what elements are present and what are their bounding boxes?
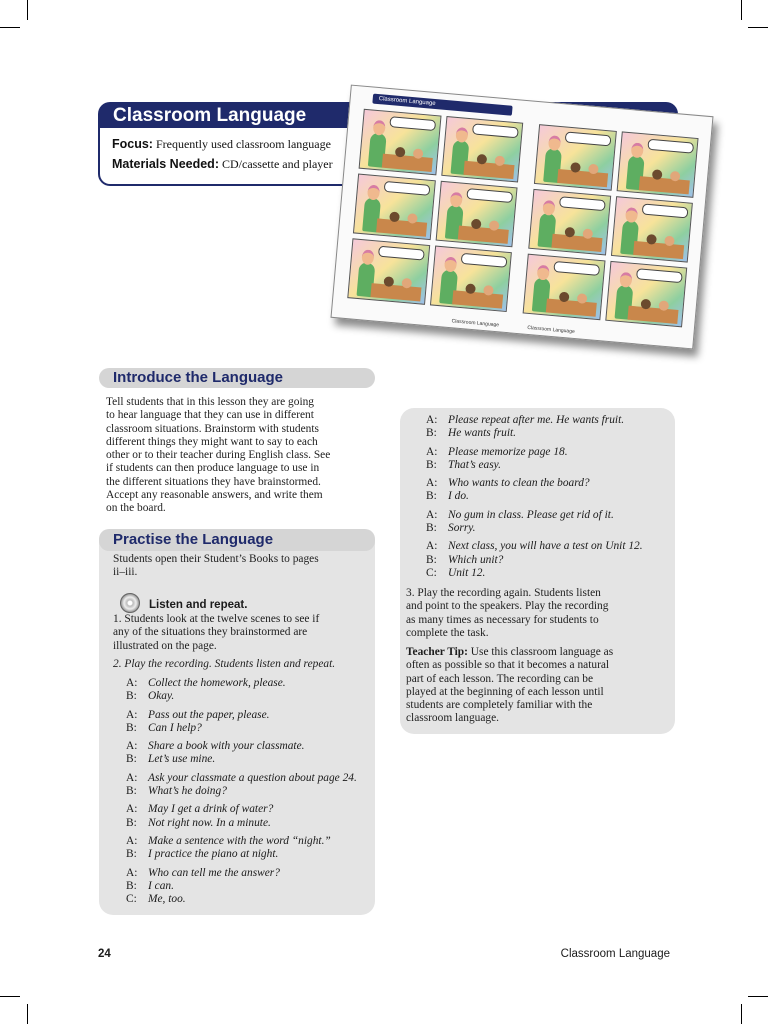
thumbnail-footer-left: Classroom Language [451,318,500,329]
teacher-tip-line: part of each lesson. The recording can be [406,672,594,685]
practise-heading: Practise the Language [99,529,375,551]
crop-mark [0,996,20,997]
thumbnail-footer-right: Classroom Language [527,324,575,336]
thumbnail-right-scenes [523,124,699,327]
dialogue-line [126,772,357,785]
dialogue-text: He wants fruit. [448,427,517,440]
focus-text: Frequently used classroom language [155,137,331,151]
teacher-tip-line: played at the beginning of each lesson until [406,685,604,698]
dialogue-line [426,477,643,490]
scene-desk [639,176,690,194]
scene-head1 [367,184,380,200]
dialogue-line [426,446,643,459]
scene-desk [557,169,608,187]
scene-head1 [361,249,374,265]
speaker-label: A: [426,414,438,426]
dialogue-line [426,554,643,567]
speaker-label: B: [426,553,437,566]
page-title: Classroom Language [113,105,307,126]
speaker-label: C: [126,893,137,906]
scene-bub [553,261,600,276]
dialogue-line [126,740,357,753]
introduce-heading: Introduce the Language [99,368,375,388]
dialogue-text: I practice the piano at night. [148,848,279,861]
practise-intro [113,553,369,580]
scene-illustration [605,261,687,328]
speaker-label: B: [426,427,437,440]
scene-kid [412,148,423,159]
teacher-tip-line: often as possible so that it becomes a natural [406,659,610,672]
dialogue-line [126,893,357,906]
step-1-line: illustrated on the page. [113,639,217,652]
step-3-line: and point to the speakers. Play the recording [406,600,609,613]
speaker-label: B: [426,522,437,535]
dialogue-text: Share a book with your classmate. [148,740,305,753]
dialogue-text: Please memorize page 18. [448,445,568,458]
dialogue-line [126,690,357,703]
scene-kid2 [558,292,569,303]
scene-desk [458,226,509,244]
scene-kid2 [394,147,405,158]
step-3-line: as many times as necessary for students to [406,613,599,626]
speaker-label: A: [426,477,438,490]
scene-desk [633,241,684,259]
scene-head1 [542,200,555,216]
scene-illustration [616,131,698,198]
speaker-label: B: [126,816,137,829]
scene-kid [401,278,412,289]
speaker-label: A: [426,445,438,458]
speaker-label: A: [426,540,438,553]
scene-desk [551,234,602,252]
introduce-line: to hear language that they can use in different [106,409,314,422]
dialogue-line [126,753,357,766]
focus-line [112,137,331,152]
scene-desk [627,306,678,324]
dialogue-text: I do. [448,490,469,503]
scene-bub [641,203,688,218]
speaker-label: A: [126,803,138,816]
crop-mark [27,0,28,20]
speaker-label: A: [126,771,138,784]
dialogue-list-right [426,414,643,580]
step-1 [113,613,371,653]
dialogue-line [126,803,357,816]
dialogue-text: Not right now. In a minute. [148,816,271,829]
speaker-label: A: [126,708,138,721]
scene-head1 [537,265,550,281]
dialogue-text: Sorry. [448,522,476,535]
teacher-tip-line: classroom language. [406,712,499,725]
scene-desk [463,161,514,179]
scene-bub [389,116,436,131]
dialogue-line [126,785,357,798]
step-1-line: 1. Students look at the twelve scenes to see if [113,613,320,625]
dialogue-list-left [126,677,357,906]
scene-head1 [624,207,637,223]
speaker-label: A: [426,508,438,521]
introduce-line: different things they might want to say to each [106,435,318,448]
scene-kid [576,293,587,304]
materials-text: CD/cassette and player [221,157,333,171]
scene-head1 [449,192,462,208]
crop-mark [0,27,20,28]
scene-illustration [534,124,616,191]
dialogue-line [126,817,357,830]
scene-desk [376,218,427,236]
speaker-label: B: [426,490,437,503]
crop-mark [27,1004,28,1024]
scene-kid2 [383,276,394,287]
focus-label: Focus: [112,137,153,151]
footer-title: Classroom Language [560,948,670,960]
speaker-label: A: [126,834,138,847]
thumbnail-left-scenes [347,109,523,312]
dialogue-text: Make a sentence with the word “night.” [148,834,331,847]
scene-bub [647,139,694,154]
introduce-line: classroom situations. Brainstorm with students [106,422,319,435]
dialogue-line [426,567,643,580]
scene-head1 [455,127,468,143]
speaker-label: A: [126,740,138,753]
dialogue-text: Who wants to clean the board? [448,477,590,490]
scene-bub [460,253,507,268]
materials-label: Materials Needed: [112,157,219,171]
dialogue-line [426,522,643,535]
dialogue-text: What’s he doing? [148,785,227,798]
teacher-tip-text: Use this classroom language as [467,646,614,658]
scene-kid [588,164,599,175]
scene-bub [378,246,425,261]
dialogue-text: That’s easy. [448,458,501,471]
scene-kid [407,213,418,224]
dialogue-text: Can I help? [148,721,202,734]
dialogue-text: May I get a drink of water? [148,803,274,816]
dialogue-line [126,677,357,690]
scene-kid [582,228,593,239]
dialogue-line [426,414,643,427]
practise-intro-line: ii–iii. [113,566,138,579]
scene-head1 [548,135,561,151]
dialogue-text: Who can tell me the answer? [148,866,280,879]
book-page-thumbnail [330,85,713,350]
scene-illustration [359,109,441,176]
dialogue-line [426,509,643,522]
speaker-label: C: [426,566,437,579]
dialogue-text: Which unit? [448,553,504,566]
dialogue-text: Okay. [148,690,175,703]
step-3-line: complete the task. [406,626,489,639]
introduce-line: Accept any reasonable answers, and write them [106,489,323,502]
scene-bub [565,131,612,146]
scene-kid2 [564,227,575,238]
introduce-line: if students can then produce language to use in [106,462,320,475]
speaker-label: B: [126,721,137,734]
scene-bub [559,196,606,211]
dialogue-line [126,709,357,722]
scene-bub [466,188,513,203]
scene-illustration [441,116,523,183]
introduce-line: Tell students that in this lesson they are going [106,396,315,408]
scene-illustration [610,196,692,263]
scene-illustration [523,254,605,321]
introduce-line: the different situations they have brainstormed. [106,475,321,488]
dialogue-text: Please repeat after me. He wants fruit. [448,414,625,426]
scene-head1 [619,272,632,288]
scene-illustration [528,189,610,256]
dialogue-text: Next class, you will have a test on Unit 12. [448,540,643,553]
dialogue-line [126,880,357,893]
crop-mark [741,0,742,20]
dialogue-text: Unit 12. [448,566,486,579]
teacher-tip-line: students are completely familiar with the [406,699,593,712]
introduce-line: other or to their teacher during English class. See [106,449,331,462]
dialogue-line [126,835,357,848]
scene-illustration [429,245,511,312]
scene-illustration [435,181,517,248]
scene-desk [545,298,596,316]
teacher-tip [406,646,671,726]
scene-bub [472,123,519,138]
dialogue-line [126,867,357,880]
crop-mark [748,27,768,28]
crop-mark [741,1004,742,1024]
step-3 [406,587,671,640]
scene-kid2 [570,162,581,173]
page-number: 24 [98,948,111,960]
scene-bub [384,181,431,196]
dialogue-text: Let’s use mine. [148,753,216,766]
dialogue-text: Pass out the paper, please. [148,708,270,721]
step-3-line: 3. Play the recording again. Students listen [406,587,601,599]
dialogue-text: Collect the homework, please. [148,677,286,689]
scene-desk [381,154,432,172]
scene-illustration [353,174,435,241]
cd-icon [120,593,140,613]
listen-repeat-heading: Listen and repeat. [149,599,248,611]
dialogue-line [126,722,357,735]
scene-head1 [630,142,643,158]
speaker-label: B: [126,848,137,861]
speaker-label: A: [126,677,138,689]
crop-mark [748,996,768,997]
dialogue-line [426,540,643,553]
scene-desk [452,290,503,308]
step-1-line: any of the situations they brainstormed are [113,626,308,639]
speaker-label: B: [126,753,137,766]
thumbnail-title: Classroom Language [378,96,436,108]
teacher-tip-line [406,646,671,659]
speaker-label: B: [126,879,137,892]
introduce-body [106,396,376,516]
scene-head1 [443,256,456,272]
dialogue-line [426,427,643,440]
dialogue-text: I can. [148,879,174,892]
scene-bub [636,268,683,283]
dialogue-line [426,459,643,472]
speaker-label: B: [126,785,137,798]
speaker-label: B: [126,690,137,703]
dialogue-line [426,490,643,503]
speaker-label: A: [126,866,138,879]
scene-head1 [373,120,386,136]
materials-line [112,157,333,172]
dialogue-text: No gum in class. Please get rid of it. [448,508,614,521]
introduce-line: on the board. [106,502,166,515]
speaker-label: B: [426,458,437,471]
dialogue-line [126,848,357,861]
scene-illustration [347,238,429,305]
dialogue-text: Ask your classmate a question about page 24. [148,771,357,784]
scene-desk [370,283,421,301]
practise-intro-line: Students open their Student’s Books to pages [113,553,319,565]
step-2: 2. Play the recording. Students listen and repeat. [113,658,336,670]
dialogue-text: Me, too. [148,893,186,906]
teacher-tip-label: Teacher Tip: [406,646,468,658]
scene-kid2 [389,211,400,222]
